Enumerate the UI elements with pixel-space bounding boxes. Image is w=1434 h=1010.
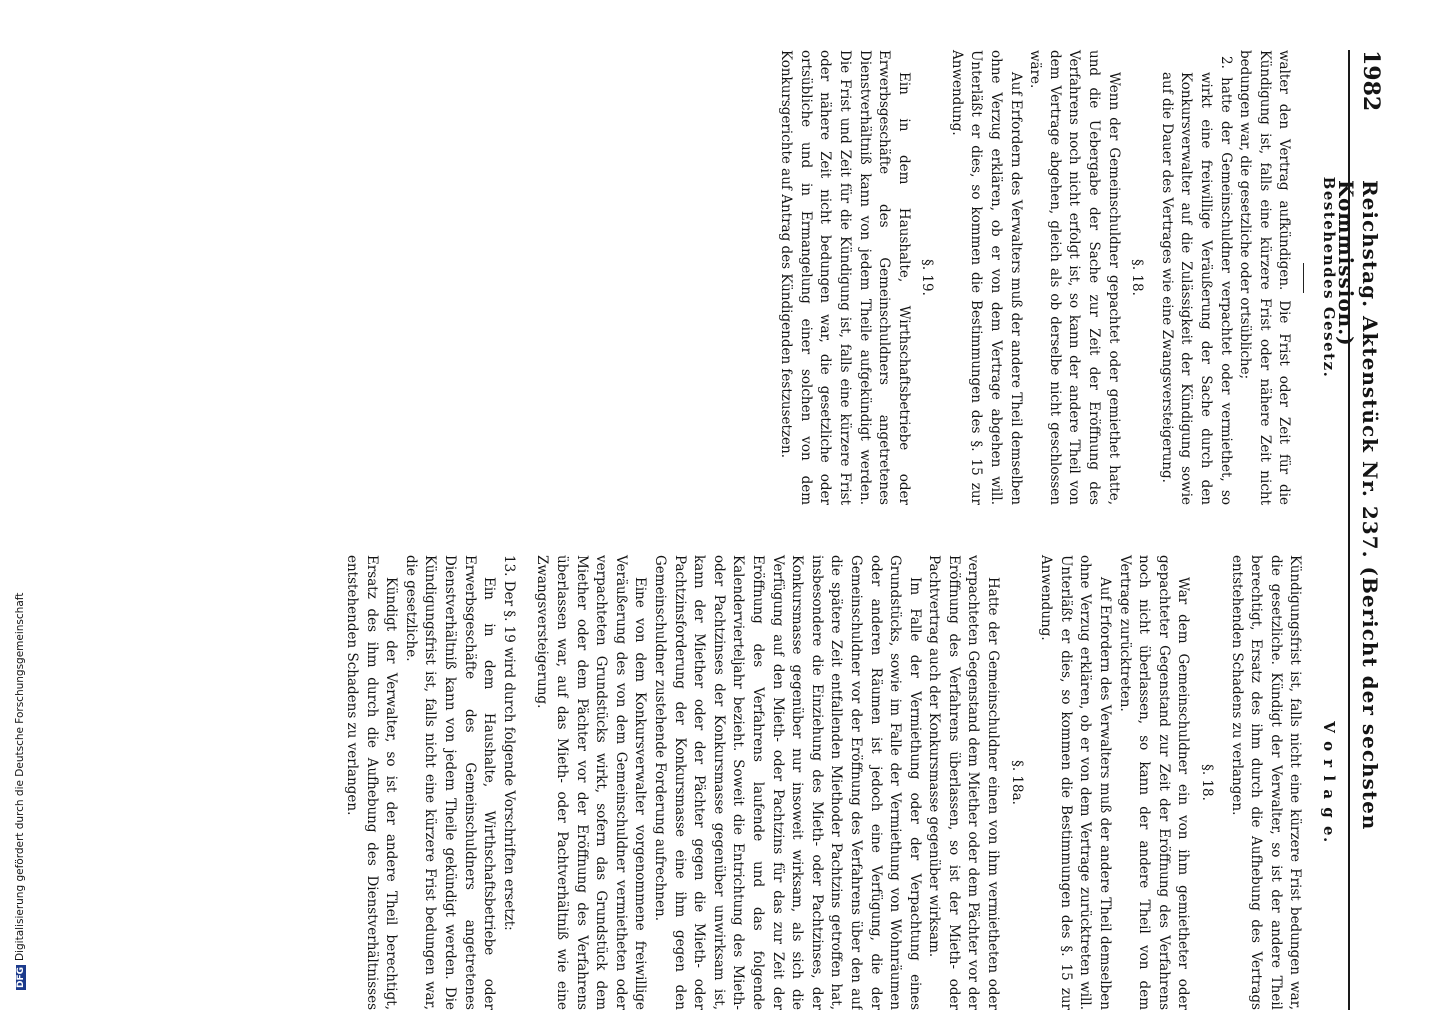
paragraph: Ein in dem Haushalte, Wirthschaftsbetriebe oder Erwerbsgeschäfte des Gemeinschuldners angetretenes Dienstverhältniß kann von jedem Theile aufgekündigt werden. Die Frist und Zeit für die Kündigung ist, falls eine kürzere Frist oder nähere Zeit nicht bedungen war, die gesetzliche oder ortsübliche und in Ermangelung einer solchen von dem Konkursgerichte auf Antrag des Kündigenden festzusetzen.	[778, 50, 912, 505]
section-heading: §. 18a.	[1008, 760, 1025, 805]
list-item: 2. hatte der Gemeinschuldner verpachtet oder vermiethet, so wirkt eine freiwillige Veräußerung der Sache durch den Konkursverwalter auf die Zulässigkeit der Kündigung sowie auf die Dauer des Vertrages wie eine Zwangsversteigerung.	[1158, 56, 1234, 505]
dfg-logo: DFG	[16, 966, 26, 988]
header-rule	[1348, 50, 1350, 1010]
running-header: Reichstag. Aktenstück Nr. 237. (Bericht der sechsten Kommission.)	[1334, 180, 1382, 831]
paragraph: Eine von dem Konkursverwalter vorgenommene freiwillige Veräußerung des von dem Gemeinschuldner vermietheten oder verpachteten Grundstücks wirkt, sofern das Grundstück dem Miether oder dem Pächter vor der Eröffnung des Verfahrens überlassen war, auf das Mieth- oder Pachtverhältniß wie eine Zwangsversteigerung.	[534, 555, 649, 1010]
section-heading: §. 18.	[1129, 259, 1146, 296]
paragraph: walter den Vertrag aufkündigen. Die Frist oder Zeit für die Kündigung ist, falls eine kürzere Frist oder nähere Zeit nicht bedungen war, die gesetzliche oder ortsübliche;	[1237, 50, 1293, 505]
column-title-existing-law: Bestehendes Gesetz.	[1320, 176, 1338, 379]
paragraph: Auf Erfordern des Verwalters muß der andere Theil demselben ohne Verzug erklären, ob er von dem Vertrage zurücktreten will. Unterläßt er dies, so kommen die Bestimmungen des §. 15 zur Anwendung.	[1038, 555, 1114, 1010]
column-existing-law	[776, 50, 1338, 505]
paragraph: War dem Gemeinschuldner ein von ihm gemietheter oder gepachteter Gegenstand zur Zeit der Eröffnung des Verfahrens noch nicht überlassen, so kann der andere Theil von dem Vertrage zurücktreten.	[1116, 555, 1192, 1010]
digitization-credit	[14, 593, 26, 990]
paragraph: Kündigt der Verwalter, so ist der andere Theil berechtigt, Ersatz des ihm durch die Aufhebung des Dienstverhältnisses entstehenden Schadens zu verlangen.	[344, 555, 400, 1010]
section-13-intro: 13. Der §. 19 wird durch folgende Vorschriften ersetzt:	[500, 555, 517, 931]
page-number: 1982	[1358, 50, 1384, 112]
rotated-document	[90, 50, 1390, 1010]
paragraph: Auf Erfordern des Verwalters muß der andere Theil demselben ohne Verzug erklären, ob er von dem Vertrage abgehen will. Unterläßt er dies, so kommen die Bestimmungen des §. 15 zur Anwendung.	[948, 50, 1024, 505]
title-rule	[1303, 263, 1304, 293]
paragraph: Hatte der Gemeinschuldner einen von ihm vermietheten oder verpachteten Gegenstand dem Miether oder dem Pächter vor der Eröffnung des Verfahrens überlassen, so ist der Mieth- oder Pachtvertrag auch der Konkursmasse gegenüber wirksam.	[926, 555, 1002, 1010]
digitization-note: Digitalisierung gefördert durch die Deutsche Forschungsgemeinschaft	[14, 592, 26, 961]
digitization-sidebar	[0, 0, 26, 1000]
paragraph: Ein in dem Haushalte, Wirthschaftsbetriebe oder Erwerbsgeschäfte des Gemeinschuldners angetretenes Dienstverhältniß kann von jedem Theile gekündigt werden. Die Kündigungsfrist ist, falls nicht eine kürzere Frist bedungen war, die gesetzliche.	[402, 555, 498, 1010]
section-heading: §. 19.	[919, 259, 936, 296]
paragraph: Kündigungsfrist ist, falls nicht eine kürzere Frist bedungen war, die gesetzliche. Kündigt der Verwalter, so ist der andere Theil berechtigt, Ersatz des ihm durch die Aufhebung des Vertrags entstehenden Schadens zu verlangen.	[1228, 555, 1304, 1010]
column-proposal	[342, 555, 1339, 1010]
section-heading: §. 18.	[1199, 764, 1216, 801]
paragraph: Wenn der Gemeinschuldner gepachtet oder gemiethet hatte, und die Uebergabe der Sache zur Zeit der Eröffnung des Verfahrens noch nicht erfolgt ist, so kann der andere Theil von dem Vertrage abgehen, gleich als ob derselbe nicht geschlossen wäre.	[1027, 50, 1122, 505]
column-title-proposal: V o r l a g e.	[1320, 721, 1338, 844]
paragraph: Im Falle der Vermiethung oder der Verpachtung eines Grundstücks, sowie im Falle der Vermiethung von Wohnräumen oder anderen Räumen ist jedoch eine Verfügung, die der Gemeinschuldner vor der Eröffnung des Verfahrens über den auf die spätere Zeit entfallenden Miethoder Pachtzins getroffen hat, insbesondere die Einziehung des Mieth- oder Pachtzinses, der Konkursmasse gegenüber nur insoweit wirksam, als sich die Verfügung auf den Mieth- oder Pachtzins für das zur Zeit der Eröffnung des Verfahrens laufende und das folgende Kalendervierteljahr bezieht. Soweit die Entrichtung des Mieth- oder Pachtzinses der Konkursmasse gegenüber unwirksam ist, kann der Miether oder der Pächter gegen die Mieth- oder Pachtzinsforderung der Konkursmasse eine ihm gegen den Gemeinschuldner zustehende Forderung aufrechnen.	[652, 555, 923, 1010]
